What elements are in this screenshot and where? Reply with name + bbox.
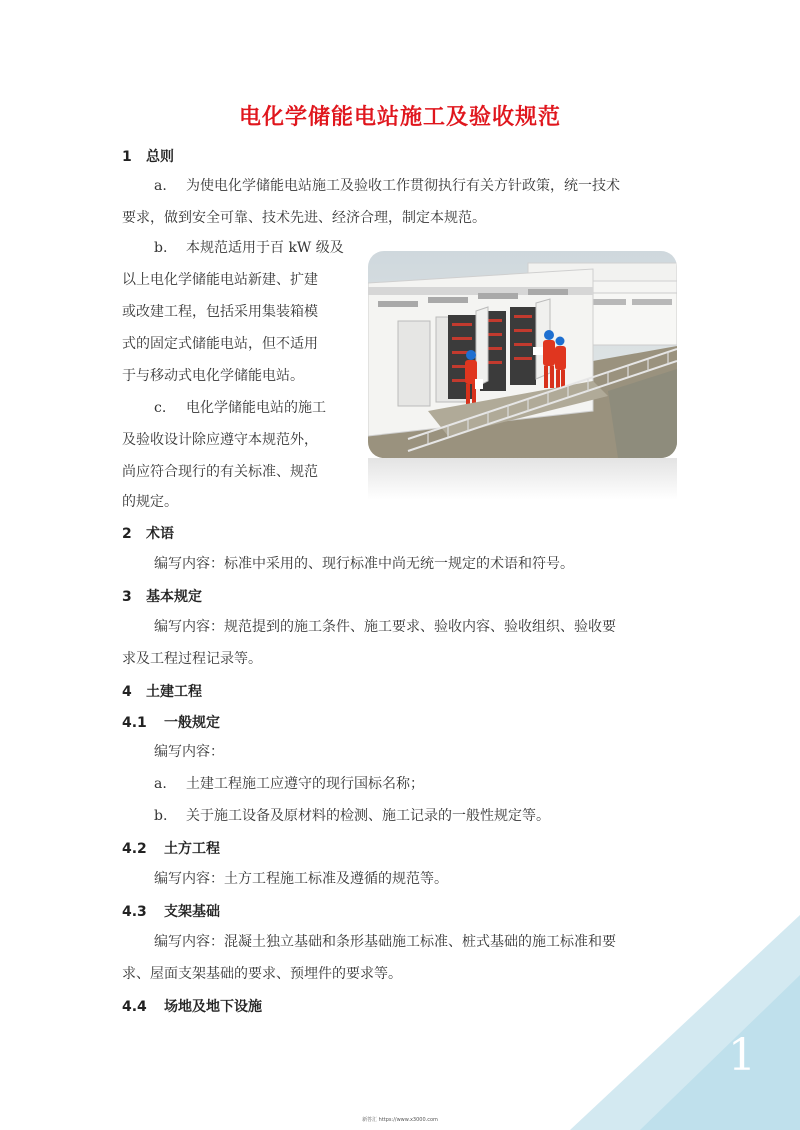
s42-content: 编写内容：土方工程施工标准及遵循的规范等。 (154, 871, 448, 887)
paragraph-text: 电化学储能电站的施工 (186, 400, 326, 416)
section-number: 4.3 (122, 904, 147, 920)
s41-item-b (154, 800, 550, 832)
paragraph-text: 为使电化学储能电站施工及验收工作贯彻执行有关方针政策，统一技术 (186, 178, 620, 194)
corner-decoration (570, 915, 800, 1130)
s43-line-1: 编写内容：混凝土独立基础和条形基础施工标准、桩式基础的施工标准和要 (154, 934, 616, 950)
s3-line-2: 求及工程过程记录等。 (122, 651, 262, 667)
section-number: 2 (122, 526, 132, 542)
s43-line-2: 求、屋面支架基础的要求、预埋件的要求等。 (122, 966, 402, 982)
s41-intro: 编写内容： (154, 744, 224, 760)
section-title: 总则 (146, 149, 174, 165)
s1-b-line-2: 以上电化学储能电站新建、扩建 (122, 272, 318, 288)
s1-c-line-2: 及验收设计除应遵守本规范外， (122, 432, 318, 448)
section-3-heading (122, 586, 202, 606)
s1-b-line-5: 于与移动式电化学储能电站。 (122, 368, 304, 384)
s1-b-line-3: 或改建工程，包括采用集装箱模 (122, 304, 318, 320)
section-number: 4.4 (122, 999, 147, 1015)
s1-c-line-4: 的规定。 (122, 494, 178, 510)
s41-item-a (154, 768, 424, 800)
section-4-heading (122, 681, 202, 701)
item-text: 关于施工设备及原材料的检测、施工记录的一般性规定等。 (186, 808, 550, 824)
section-title: 术语 (146, 526, 174, 542)
section-title: 场地及地下设施 (164, 999, 262, 1015)
section-4-3-heading (122, 901, 220, 921)
section-title: 一般规定 (164, 715, 220, 731)
s1-b-line-4: 式的固定式储能电站，但不适用 (122, 336, 318, 352)
item-text: 土建工程施工应遵守的现行国标名称； (186, 776, 424, 792)
section-title: 土方工程 (164, 841, 220, 857)
section-number: 3 (122, 589, 132, 605)
item-label: a. (154, 178, 167, 194)
section-4-2-heading (122, 838, 220, 858)
section-1-heading (122, 146, 174, 166)
section-number: 4.1 (122, 715, 147, 731)
energy-storage-site-photo (368, 251, 677, 458)
section-title: 土建工程 (146, 684, 202, 700)
section-number: 1 (122, 149, 132, 165)
s1-a-line-2: 要求，做到安全可靠、技术先进、经济合理，制定本规范。 (122, 210, 486, 226)
section-2-heading (122, 523, 174, 543)
page-number: 1 (728, 1030, 756, 1081)
s1-c-line-3: 尚应符合现行的有关标准、规范 (122, 464, 318, 480)
section-title: 基本规定 (146, 589, 202, 605)
s1-b-line-1 (154, 232, 344, 264)
s1-a-line-1 (154, 170, 620, 202)
section-4-1-heading (122, 712, 220, 732)
section-number: 4.2 (122, 841, 147, 857)
section-number: 4 (122, 684, 132, 700)
item-label: b. (154, 240, 168, 256)
document-title: 电化学储能电站施工及验收规范 (238, 105, 561, 130)
footer-watermark: 新答汇 https://www.x3000.com (362, 1117, 438, 1123)
section-4-4-heading (122, 996, 262, 1016)
item-label: c. (154, 400, 167, 416)
photo-reflection (368, 458, 677, 500)
section-title: 支架基础 (164, 904, 220, 920)
s2-content: 编写内容：标准中采用的、现行标准中尚无统一规定的术语和符号。 (154, 556, 574, 572)
item-label: b. (154, 808, 168, 824)
s1-c-line-1 (154, 392, 326, 424)
item-label: a. (154, 776, 167, 792)
paragraph-text: 本规范适用于百 kW 级及 (186, 240, 344, 256)
s3-line-1: 编写内容：规范提到的施工条件、施工要求、验收内容、验收组织、验收要 (154, 619, 616, 635)
